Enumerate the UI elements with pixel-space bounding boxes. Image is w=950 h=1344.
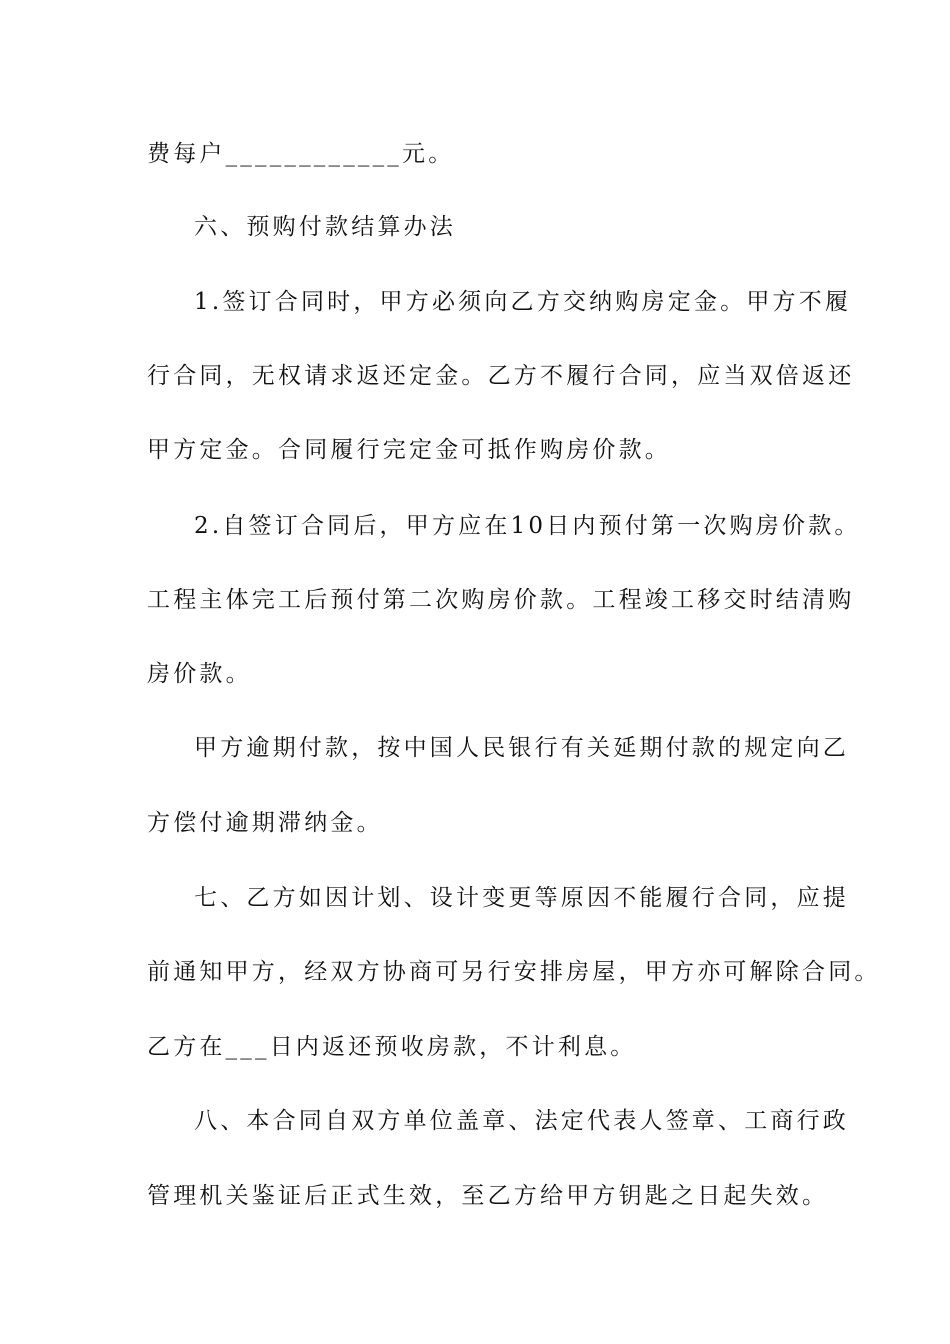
section-7-line-1: 七、乙方如因计划、设计变更等原因不能履行合同，应提 [194,885,849,911]
text-line-fee: 费每户____________元。 [147,141,455,167]
section-heading-6: 六、预购付款结算办法 [194,214,456,240]
late-payment-line-2: 方偿付逾期滞纳金。 [147,810,383,836]
clause-1-line-3: 甲方定金。合同履行完定金可抵作购房价款。 [147,437,671,463]
clause-2-line-3: 房价款。 [147,661,252,687]
late-payment-line-1: 甲方逾期付款，按中国人民银行有关延期付款的规定向乙 [194,735,849,761]
section-8-line-1: 八、本合同自双方单位盖章、法定代表人签章、工商行政 [194,1108,849,1134]
clause-2-line-1: 2.自签订合同后，甲方应在10日内预付第一次购房价款。 [194,513,861,539]
clause-1-line-1: 1.签订合同时，甲方必须向乙方交纳购房定金。甲方不履 [194,289,852,315]
section-7-line-2: 前通知甲方，经双方协商可另行安排房屋，甲方亦可解除合同。 [147,959,881,985]
section-7-line-3: 乙方在___日内返还预收房款，不计利息。 [147,1034,637,1060]
section-8-line-2: 管理机关鉴证后正式生效，至乙方给甲方钥匙之日起失效。 [147,1183,829,1209]
clause-2-line-2: 工程主体完工后预付第二次购房价款。工程竣工移交时结清购 [147,587,855,613]
clause-1-line-2: 行合同，无权请求返还定金。乙方不履行合同，应当双倍返还 [147,363,855,389]
